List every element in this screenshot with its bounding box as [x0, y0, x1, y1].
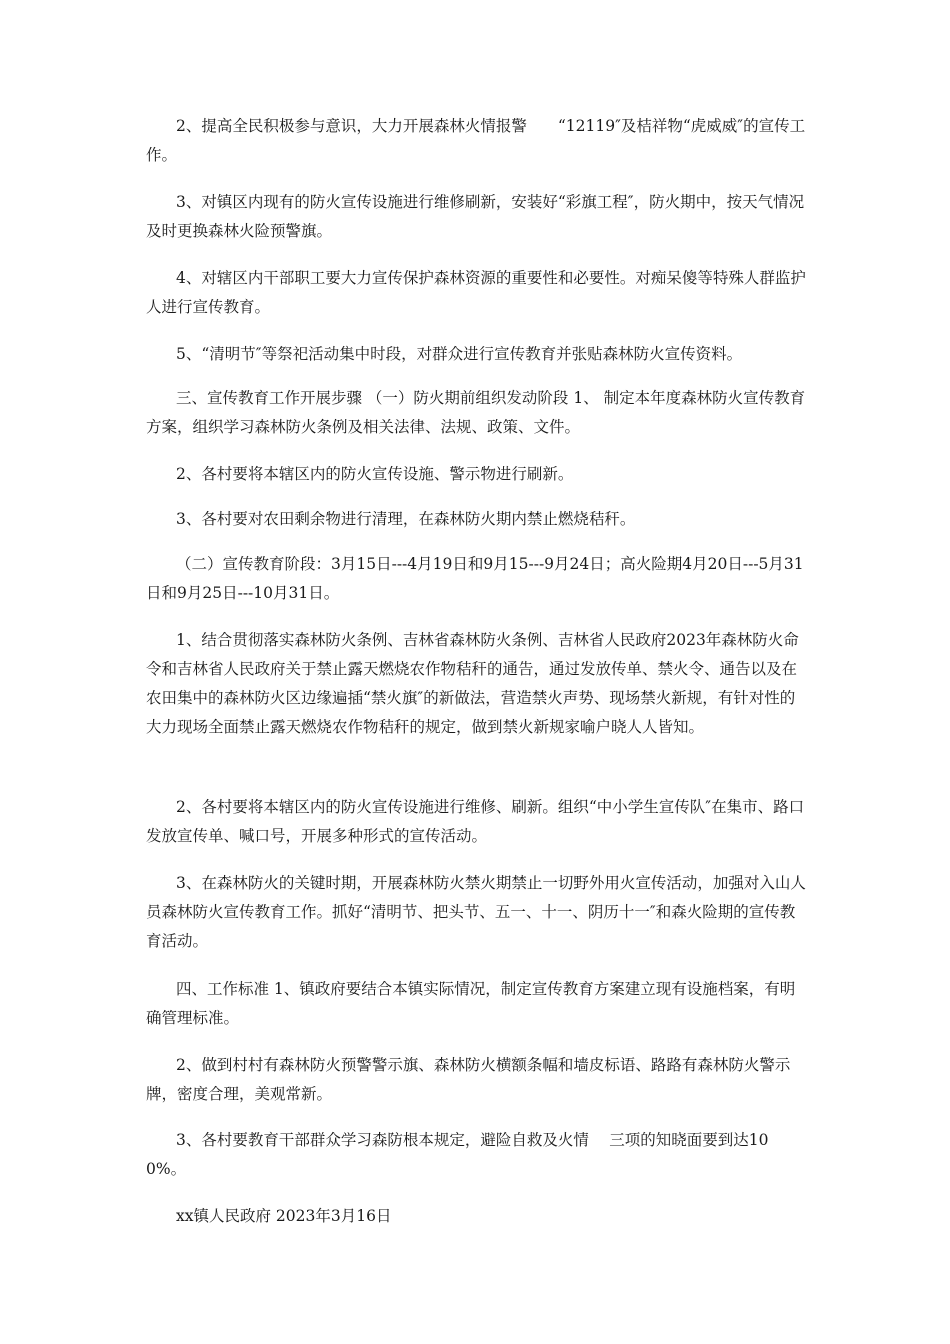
- section-heading-paragraph: 四、工作标准 1、镇政府要结合本镇实际情况，制定宣传教育方案建立现有设施档案，有明确管理标准。: [146, 980, 796, 1027]
- paragraph: 3、各村要教育干部群众学习森防根本规定，避险自救及火情 三项的知晓面要到达100%。: [146, 1131, 769, 1178]
- paragraph: 5、“清明节″等祭祀活动集中时段，对群众进行宣传教育并张贴森林防火宣传资料。: [176, 345, 743, 363]
- paragraph: 3、对镇区内现有的防火宣传设施进行维修刷新，安装好“彩旗工程″，防火期中，按天气情况及时更换森林火险预警旗。: [146, 193, 805, 240]
- paragraph: 2、各村要将本辖区内的防火宣传设施、警示物进行刷新。: [176, 465, 574, 483]
- paragraph: 1、结合贯彻落实森林防火条例、吉林省森林防火条例、吉林省人民政府2023年森林防火命令和吉林省人民政府关于禁止露天燃烧农作物秸秆的通告，通过发放传单、禁火令、通告以及在农田集中的森林防火区边缘遍插“禁火旗″的新做法，营造禁火声势、现场禁火新规，有针对性的大力现场全面禁止露天燃烧农作物秸秆的规定，做到禁火新规家喻户晓人人皆知。: [146, 631, 799, 736]
- paragraph: 2、提高全民积极参与意识，大力开展森林火情报警 “12119″及桔祥物“虎威威″的宣传工作。: [146, 117, 806, 164]
- paragraph: 4、对辖区内干部职工要大力宣传保护森林资源的重要性和必要性。对痴呆傻等特殊人群监护人进行宣传教育。: [146, 269, 806, 316]
- paragraph: 3、在森林防火的关键时期，开展森林防火禁火期禁止一切野外用火宣传活动，加强对入山人员森林防火宣传教育工作。抓好“清明节、把头节、五一、十一、阴历十一″和森火险期的宣传教育活动。: [146, 874, 806, 950]
- paragraph: 3、各村要对农田剩余物进行清理，在森林防火期内禁止燃烧秸秆。: [176, 510, 636, 528]
- paragraph: 2、各村要将本辖区内的防火宣传设施进行维修、刷新。组织“中小学生宣传队″在集市、路口发放宣传单、喊口号，开展多种形式的宣传活动。: [146, 798, 805, 845]
- section-heading-paragraph: 三、宣传教育工作开展步骤 （一）防火期前组织发动阶段 1、 制定本年度森林防火宣传教育方案，组织学习森林防火条例及相关法律、法规、政策、文件。: [146, 389, 806, 436]
- paragraph: 2、做到村村有森林防火预警警示旗、森林防火横额条幅和墙皮标语、路路有森林防火警示牌，密度合理，美观常新。: [146, 1056, 791, 1103]
- date-range-paragraph: （二）宣传教育阶段：3月15日---4月19日和9月15---9月24日；高火险期4月20日---5月31日和9月25日---10月31日。: [146, 555, 804, 602]
- signature-line: xx镇人民政府 2023年3月16日: [176, 1207, 392, 1225]
